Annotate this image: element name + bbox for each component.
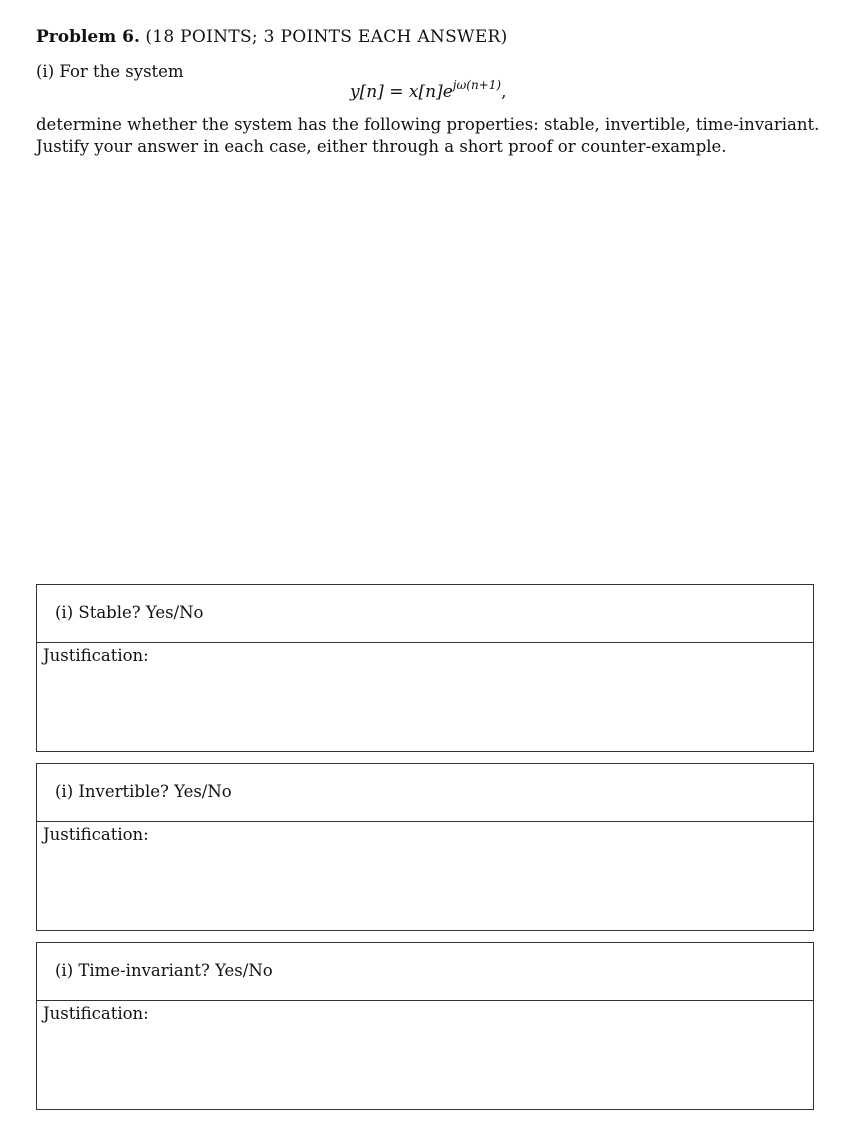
- problem-label: Problem 6.: [36, 27, 140, 47]
- description-line-1: determine whether the system has the following properties: stable, invertible, time-invariant.: [36, 115, 820, 134]
- answer-question-row[interactable]: [37, 943, 813, 1001]
- problem-points: (18 POINTS; 3 POINTS EACH ANSWER): [145, 27, 508, 47]
- equation-rhs-base: x[n]e: [408, 82, 453, 102]
- answer-question-row[interactable]: [37, 764, 813, 822]
- intro-text: (i) For the system: [36, 62, 184, 81]
- answer-question-row[interactable]: [37, 585, 813, 643]
- equation-exponent: jω(n+1): [452, 78, 502, 92]
- justification-label: Justification:: [43, 646, 149, 665]
- justification-label: Justification:: [43, 825, 149, 844]
- justification-area[interactable]: [37, 643, 813, 751]
- question-time-invariant: (i) Time-invariant? Yes/No: [55, 961, 273, 980]
- answer-box-time-invariant: [36, 942, 814, 1110]
- justification-area[interactable]: [37, 822, 813, 930]
- equation-lhs: y[n]: [350, 82, 384, 102]
- question-stable: (i) Stable? Yes/No: [55, 603, 204, 622]
- description-line-2: Justify your answer in each case, either through a short proof or counter-example.: [36, 137, 727, 156]
- justification-area[interactable]: [37, 1001, 813, 1109]
- equation-comma: ,: [501, 82, 507, 102]
- equation-equals: =: [389, 82, 404, 102]
- system-equation: [350, 78, 507, 102]
- problem-title: [36, 27, 508, 47]
- answer-box-stable: [36, 584, 814, 752]
- question-invertible: (i) Invertible? Yes/No: [55, 782, 232, 801]
- justification-label: Justification:: [43, 1004, 149, 1023]
- answer-box-invertible: [36, 763, 814, 931]
